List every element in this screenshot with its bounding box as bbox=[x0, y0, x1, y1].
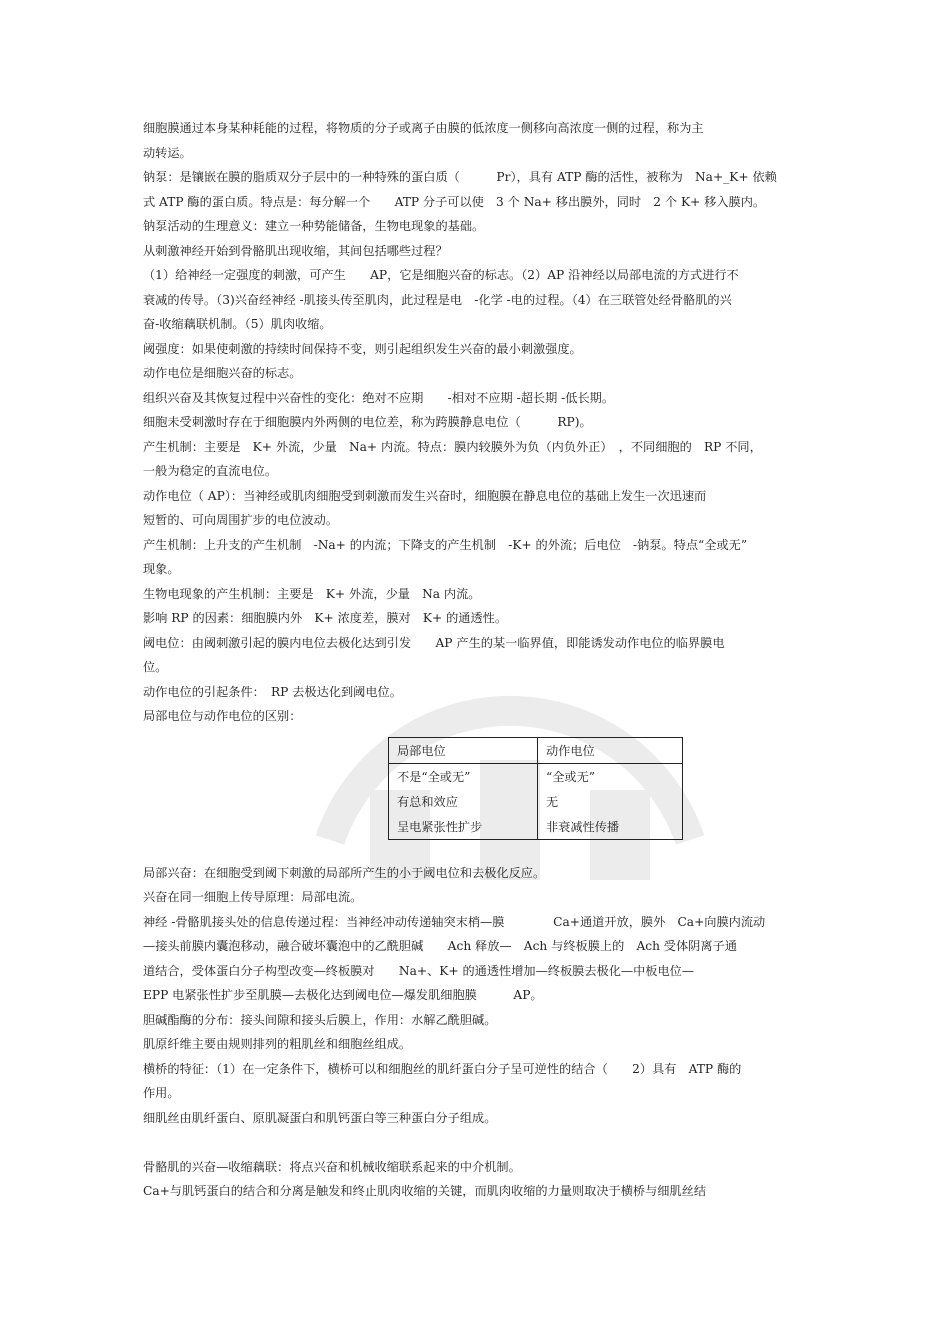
text-line: 阈电位：由阈刺激引起的膜内电位去极化达到引发 AP 产生的某一临界值，即能诱发动作电位的临界膜电 bbox=[143, 635, 725, 650]
paragraph-group-bottom bbox=[143, 1155, 807, 1204]
text-line: 作用。 bbox=[143, 1086, 180, 1100]
table-cell: 呈电紧张性扩步 bbox=[389, 814, 538, 840]
text-line: 胆碱酯酶的分布：接头间隙和接头后膜上，作用：水解乙酰胆碱。 bbox=[143, 1012, 497, 1027]
text-line: 奋-收缩藕联机制。（5）肌肉收缩。 bbox=[143, 317, 332, 331]
text-line: 产生机制：上升支的产生机制 -Na+ 的内流；下降支的产生机制 -K+ 的外流；后电位 -钠泵。特点“全或无” bbox=[143, 537, 748, 552]
table-row bbox=[389, 789, 683, 814]
comparison-table-area bbox=[143, 729, 807, 861]
text-line: 组织兴奋及其恢复过程中兴奋性的变化：绝对不应期 -相对不应期 -超长期 -低长期。 bbox=[143, 390, 615, 405]
text-line: （1）给神经一定强度的刺激，可产生 AP，它是细胞兴奋的标志。（2）AP 沿神经以局部电流的方式进行不 bbox=[143, 268, 739, 282]
text-line: 兴奋在同一细胞上传导原理：局部电流。 bbox=[143, 890, 363, 904]
text-line: 横桥的特征：（1）在一定条件下，横桥可以和细胞丝的肌纤蛋白分子呈可逆性的结合（ 2）具有 ATP 酶的 bbox=[143, 1061, 742, 1076]
text-line: 生物电现象的产生机制：主要是 K+ 外流，少量 Na 内流。 bbox=[143, 586, 481, 601]
table-cell: 非衰减性传播 bbox=[538, 814, 683, 840]
table-header-row bbox=[389, 737, 683, 763]
text-line: 从刺激神经开始到骨骼肌出现收缩，其间包括哪些过程？ bbox=[143, 243, 448, 258]
text-line: 骨骼肌的兴奋—收缩藕联：将点兴奋和机械收缩联系起来的中介机制。 bbox=[143, 1159, 521, 1174]
table-header-cell: 局部电位 bbox=[389, 737, 538, 763]
blank-line bbox=[143, 1130, 807, 1155]
text-line: 神经 -骨骼肌接头处的信息传递过程：当神经冲动传递轴突末梢—膜 Ca+通道开放，膜外 Ca+向膜内流动 bbox=[143, 914, 766, 929]
paragraph-group-top bbox=[143, 116, 807, 729]
text-line: 肌原纤维主要由规则排列的粗肌丝和细胞丝组成。 bbox=[143, 1037, 412, 1051]
text-line: 动转运。 bbox=[143, 145, 192, 160]
text-line: 钠泵活动的生理意义：建立一种势能储备，生物电现象的基础。 bbox=[143, 219, 485, 233]
table-cell: “全或无” bbox=[538, 763, 683, 789]
table-row bbox=[389, 763, 683, 789]
paragraph-group-middle bbox=[143, 861, 807, 1131]
text-line: EPP 电紧张性扩步至肌膜—去极化达到阈电位—爆发肌细胞膜 AP。 bbox=[143, 988, 543, 1002]
table-cell: 不是“全或无” bbox=[389, 763, 538, 789]
text-line: 动作电位（ AP）：当神经或肌肉细胞受到刺激而发生兴奋时，细胞膜在静息电位的基础上发生一次迅速而 bbox=[143, 488, 707, 503]
text-line: 细肌丝由肌纤蛋白、原肌凝蛋白和肌钙蛋白等三种蛋白分子组成。 bbox=[143, 1110, 497, 1125]
text-line: 产生机制：主要是 K+ 外流，少量 Na+ 内流。特点：膜内较膜外为负（内负外正） ，不同细胞的 RP 不同， bbox=[143, 439, 762, 454]
table-cell: 有总和效应 bbox=[389, 789, 538, 814]
text-line: 短暂的、可向周围扩步的电位波动。 bbox=[143, 513, 338, 527]
text-line: 动作电位的引起条件： RP 去极达化到阈电位。 bbox=[143, 684, 402, 699]
table-cell: 无 bbox=[538, 789, 683, 814]
text-line: 细胞未受刺激时存在于细胞膜内外两侧的电位差，称为跨膜静息电位（ RP)。 bbox=[143, 415, 592, 429]
text-line: —接头前膜内囊泡移动，融合破坏囊泡中的乙酰胆碱 Ach 释放— Ach 与终板膜上的 Ach 受体阴离子通 bbox=[143, 939, 737, 953]
text-line: 衰减的传导。（3)兴奋经神经 -肌接头传至肌肉，此过程是电 -化学 -电的过程。（4）在三联管处经骨骼肌的兴 bbox=[143, 292, 732, 307]
text-line: 细胞膜通过本身某种耗能的过程，将物质的分子或离子由膜的低浓度一侧移向高浓度一侧的过程，称为主 bbox=[143, 121, 704, 135]
table-row bbox=[389, 814, 683, 840]
text-line: 式 ATP 酶的蛋白质。特点是：每分解一个 ATP 分子可以使 3 个 Na+ 移出膜外，同时 2 个 K+ 移入膜内。 bbox=[143, 194, 766, 209]
table-header-cell: 动作电位 bbox=[538, 737, 683, 763]
text-line: 动作电位是细胞兴奋的标志。 bbox=[143, 366, 302, 380]
text-line: Ca+与肌钙蛋白的结合和分离是触发和终止肌肉收缩的关键，而肌肉收缩的力量则取决于横桥与细肌丝结 bbox=[143, 1184, 707, 1198]
text-line: 局部电位与动作电位的区别： bbox=[143, 709, 302, 723]
text-line: 一般为稳定的直流电位。 bbox=[143, 464, 278, 478]
text-line: 影响 RP 的因素：细胞膜内外 K+ 浓度差，膜对 K+ 的通透性。 bbox=[143, 611, 508, 625]
document-body bbox=[143, 116, 807, 1204]
text-line: 道结合，受体蛋白分子构型改变—终板膜对 Na+、K+ 的通透性增加—终板膜去极化—中板电位— bbox=[143, 963, 695, 978]
comparison-table bbox=[388, 737, 683, 840]
text-line: 阈强度：如果使刺激的持续时间保持不变，则引起组织发生兴奋的最小刺激强度。 bbox=[143, 341, 582, 356]
text-line: 位。 bbox=[143, 660, 168, 674]
text-line: 现象。 bbox=[143, 562, 180, 576]
text-line: 局部兴奋：在细胞受到阈下刺激的局部所产生的小于阈电位和去极化反应。 bbox=[143, 865, 546, 880]
text-line: 钠泵：是镶嵌在膜的脂质双分子层中的一种特殊的蛋白质（ Pr），具有 ATP 酶的活性，被称为 Na+_K+ 依赖 bbox=[143, 170, 777, 184]
